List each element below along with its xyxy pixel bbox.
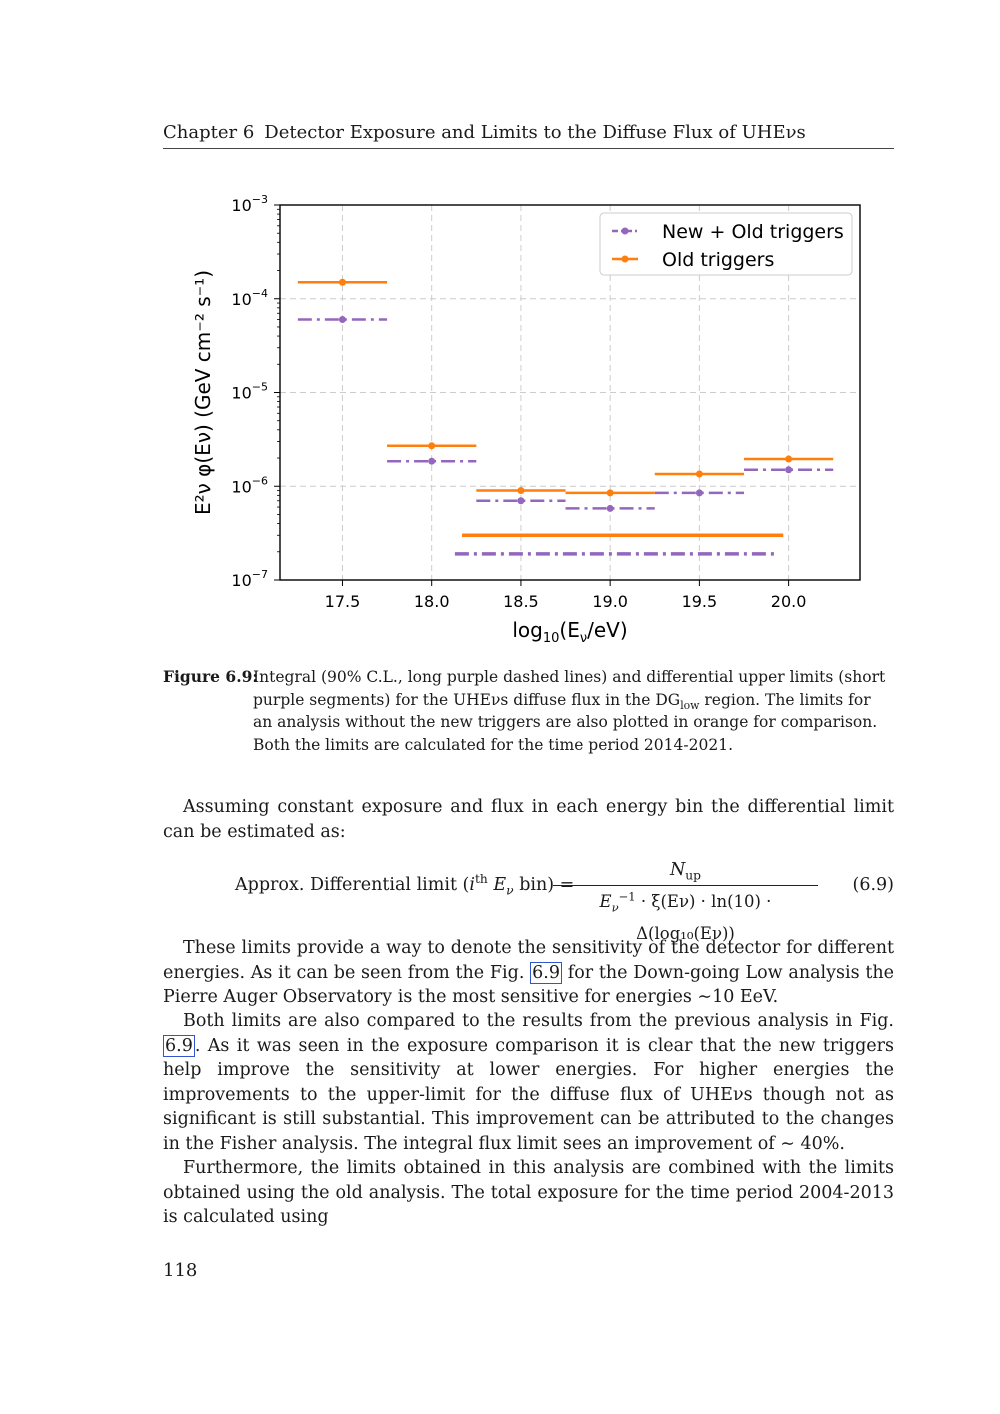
legend-label: New + Old triggers — [662, 221, 844, 243]
data-point — [339, 279, 346, 286]
equation-number: (6.9) — [852, 875, 894, 895]
equation-6-9 — [163, 855, 894, 943]
legend-marker — [622, 228, 629, 235]
legend-label: Old triggers — [662, 249, 775, 271]
equation-fraction — [553, 855, 818, 943]
caption-sub: low — [680, 698, 700, 712]
figure-ref-link[interactable]: 6.9 — [532, 962, 560, 983]
caption-label: Figure 6.9: — [163, 667, 259, 686]
data-point — [607, 489, 614, 496]
data-point — [785, 456, 792, 463]
y-tick-label: $10^{-5}$ — [231, 380, 268, 403]
x-tick-label: 20.0 — [770, 592, 807, 611]
x-axis-label: $\log_{10}(E_\nu/eV)$ — [512, 618, 628, 645]
legend-marker — [622, 256, 629, 263]
figure-ref-link[interactable]: 6.9 — [165, 1035, 193, 1056]
x-tick-label: 18.0 — [413, 592, 450, 611]
data-marks — [298, 279, 833, 554]
y-tick-label: $10^{-7}$ — [231, 568, 268, 590]
data-point — [517, 487, 524, 494]
data-point — [607, 505, 614, 512]
data-point — [428, 458, 435, 465]
legend — [600, 213, 852, 275]
y-tick-label: $10^{-3}$ — [231, 193, 268, 215]
y-tick-label: $10^{-4}$ — [231, 286, 268, 309]
paragraph-1-text: Assuming constant exposure and flux in each energy bin the differential limit can be estimated as: — [163, 797, 894, 842]
equation-numerator: $N_{up}$ — [553, 855, 818, 886]
paragraph-4 — [163, 1156, 894, 1230]
data-point — [696, 489, 703, 496]
data-point — [428, 442, 435, 449]
figure-caption — [163, 666, 894, 756]
equation-lhs: Approx. Differential limit ($i^{th}$ $E_\nu$ bin) = — [235, 872, 575, 898]
caption-text-2: region. The limits for an analysis without the new triggers are also plotted in orange for comparison. Both the limits are calculated for the time period 2014-2021. — [253, 690, 878, 754]
header-chapter: Chapter 6 — [163, 122, 255, 143]
y-axis-label: E²ν φ(Eν) (GeV cm⁻² s⁻¹) — [191, 270, 215, 515]
page-number: 118 — [163, 1260, 198, 1281]
equation-denominator: $E_\nu^{-1} \cdot \xi(E\nu) \cdot \ln(10) \cdot \Delta(\log_{10}(E\nu))$ — [599, 889, 772, 943]
x-tick-label: 19.0 — [592, 592, 628, 611]
x-tick-label: 17.5 — [324, 592, 361, 611]
data-point — [696, 471, 703, 478]
y-tick-label: $10^{-6}$ — [231, 474, 268, 497]
running-header — [163, 122, 894, 149]
paragraph-3: Both limits are also compared to the results from the previous analysis in Fig. 6.9 . As it was seen in the exposure comparison it is clear that the new triggers help improve the sensitivity at lower energies. For higher energies the improvements to the upper-limit for the diffuse flux of UHEνs though not as significant is still substantial. This improvement can be attributed to the changes in the Fisher analysis. The integral flux limit sees an improvement of ∼ 40%. — [163, 1011, 894, 1154]
header-title: Detector Exposure and Limits to the Diffuse Flux of UHEνs — [264, 122, 806, 143]
limits-chart — [180, 185, 880, 645]
data-point — [517, 497, 524, 504]
data-point — [785, 466, 792, 473]
paragraph-1 — [163, 795, 894, 844]
data-point — [339, 316, 346, 323]
paragraph-4-text: Furthermore, the limits obtained in this analysis are combined with the limits obtained using the old analysis. The total exposure for the time period 2004-2013 is calculated using — [163, 1158, 894, 1227]
x-tick-label: 19.5 — [681, 592, 718, 611]
paragraph-2: These limits provide a way to denote the sensitivity of the detector for different energies. As it can be seen from the Fig. 6.9 for the Down-going Low analysis the Pierre Auger Observatory is the most sensitive for energies ∼10 EeV. — [163, 938, 894, 1007]
x-tick-label: 18.5 — [503, 592, 539, 611]
caption-text: Integral (90% C.L., long purple dashed lines) and differential upper limits (short purple segments) for the UHEνs diffuse flux in the DG — [253, 668, 886, 709]
